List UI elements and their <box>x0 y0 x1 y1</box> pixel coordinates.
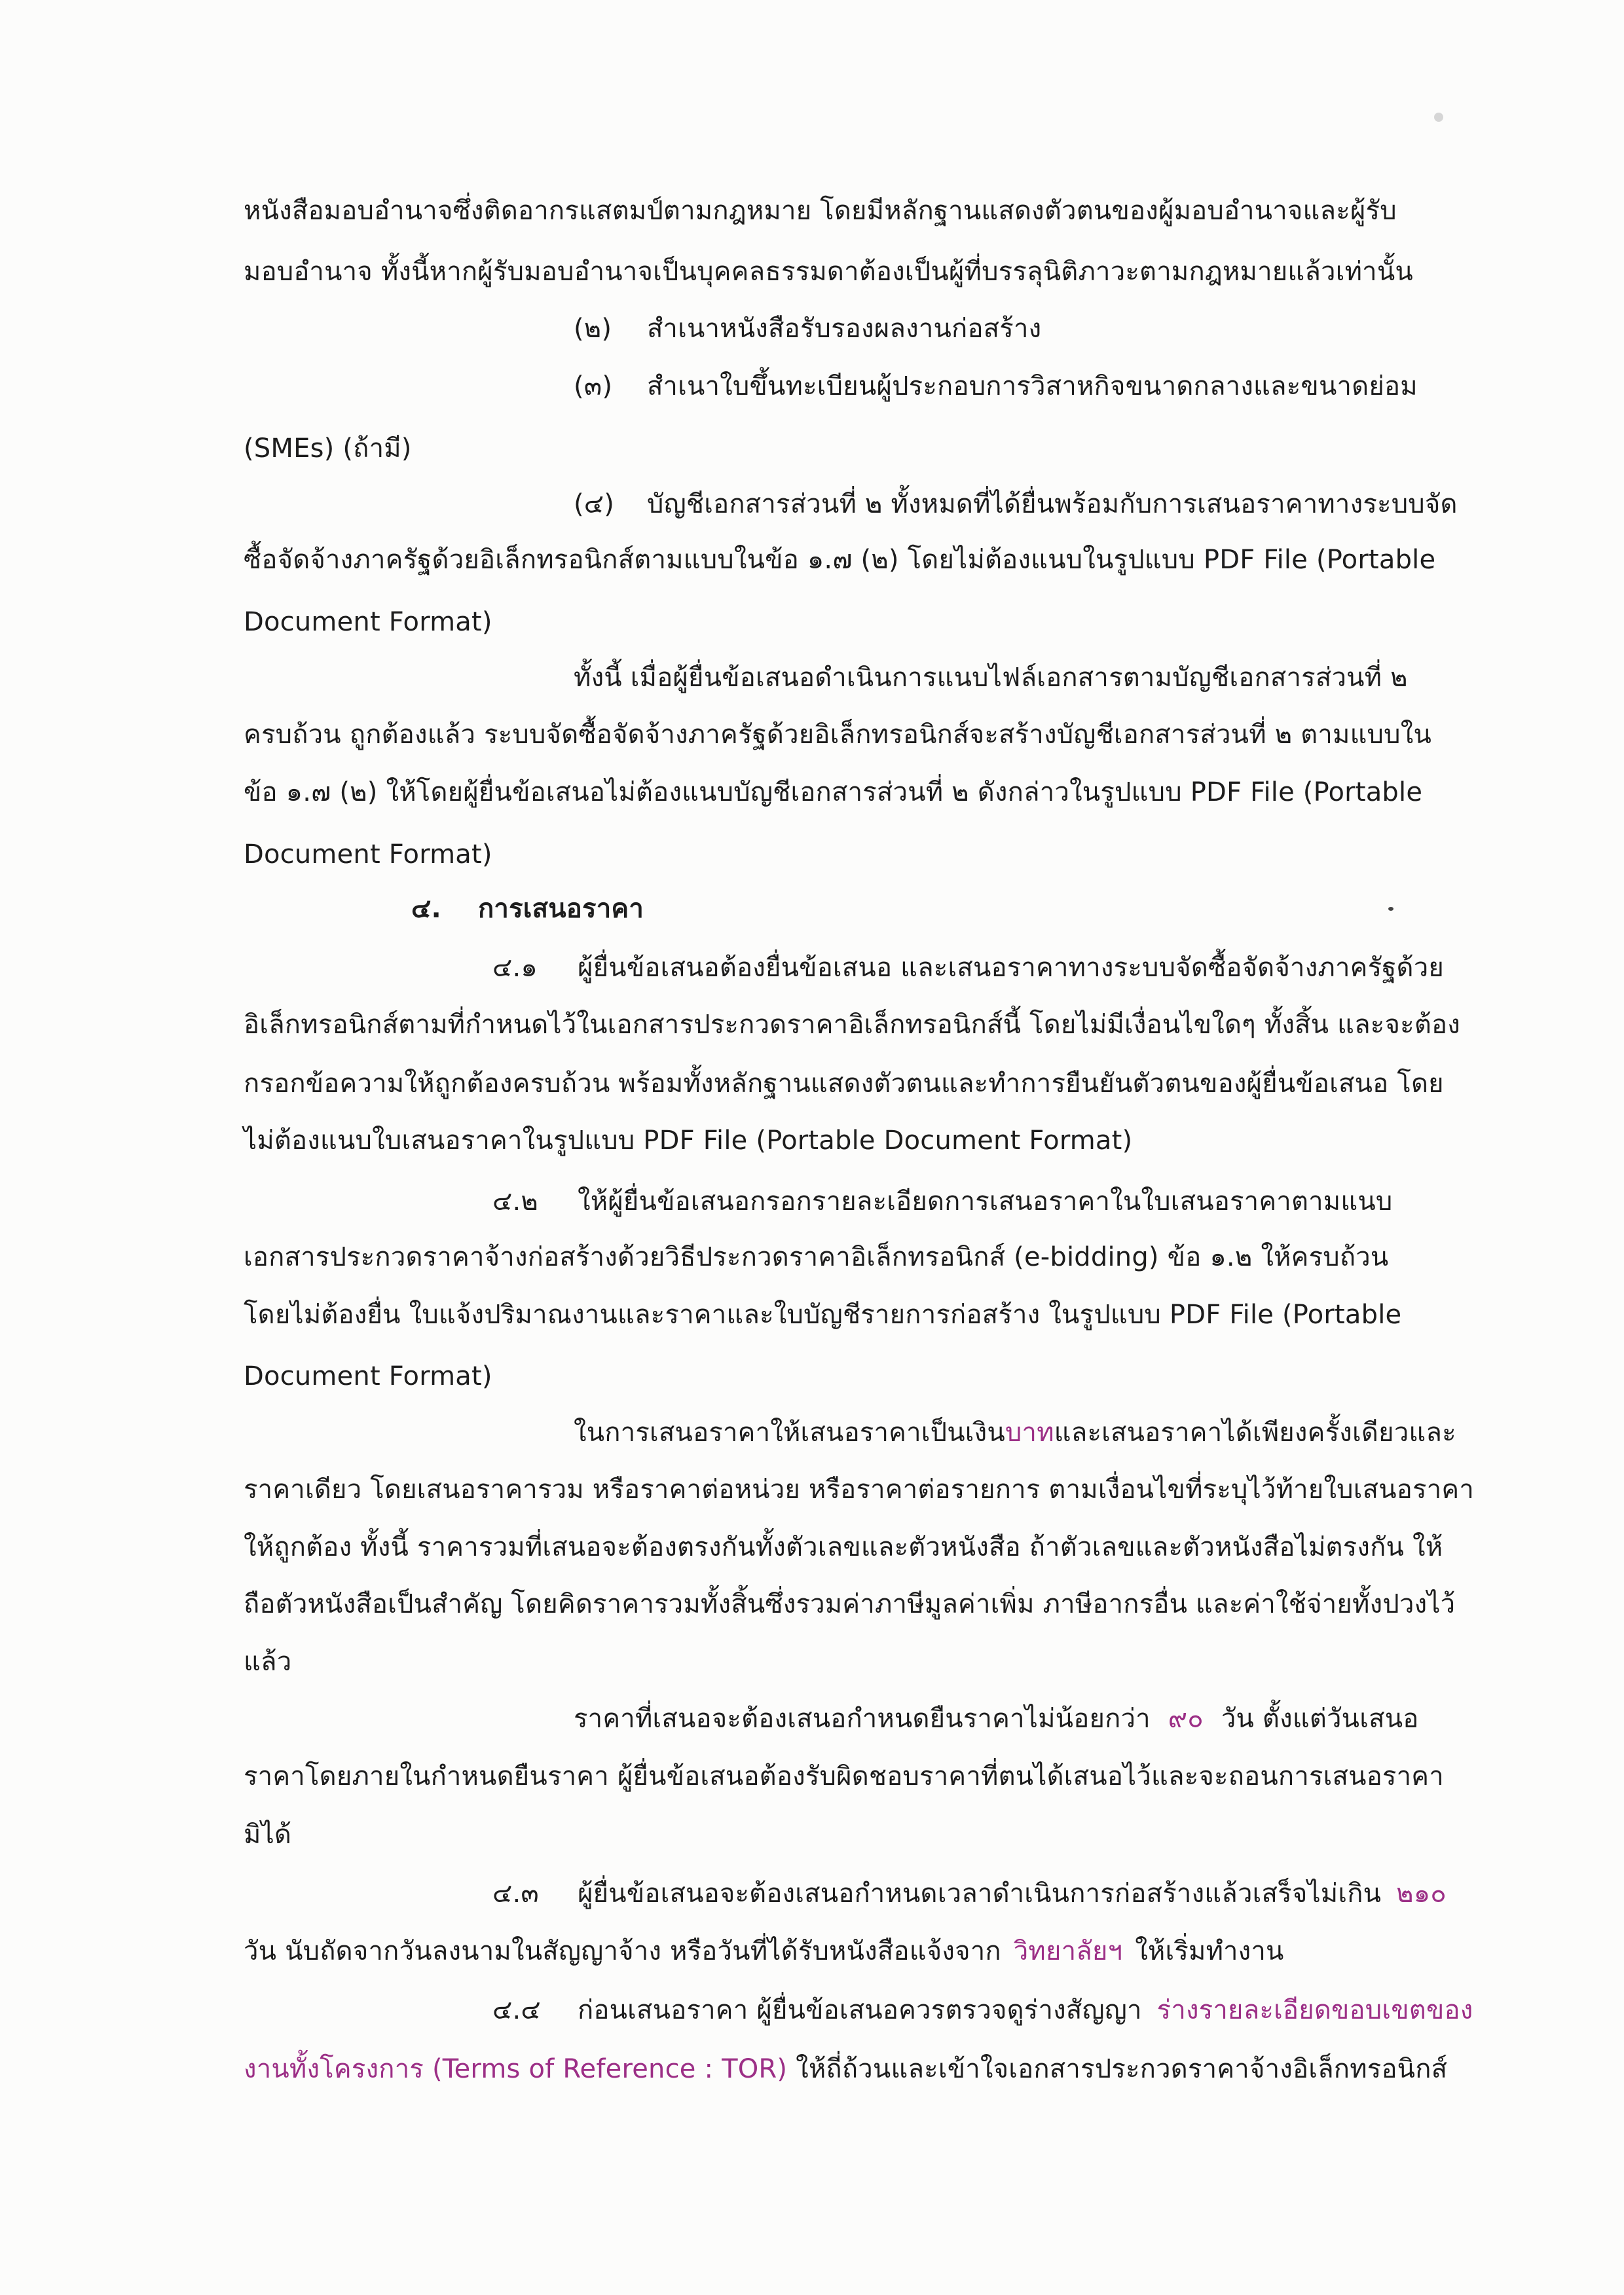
paragraph-line: ราคาเดียว โดยเสนอราคารวม หรือราคาต่อหน่วย หรือราคาต่อรายการ ตามเงื่อนไขที่ระบุไว้ท้ายใบเสนอราคา <box>244 1475 1474 1505</box>
section-number: ๔. <box>411 894 441 924</box>
list-item-text: สำเนาใบขึ้นทะเบียนผู้ประกอบการวิสาหกิจขนาดกลางและขนาดย่อม <box>647 371 1418 401</box>
list-number: (๔) <box>574 489 615 519</box>
paragraph-line: แล้ว <box>244 1647 292 1677</box>
paragraph-line <box>578 1991 1473 2030</box>
scan-speck <box>1388 907 1393 911</box>
list-number: (๓) <box>574 371 613 401</box>
text-run: และเสนอราคาได้เพียงครั้งเดียวและ <box>1054 1418 1456 1448</box>
text-run: วัน ตั้งแต่วันเสนอ <box>1221 1704 1419 1734</box>
paragraph-line: ให้ผู้ยื่นข้อเสนอกรอกรายละเอียดการเสนอราคาในใบเสนอราคาตามแนบ <box>578 1186 1393 1217</box>
text-run: ก่อนเสนอราคา ผู้ยื่นข้อเสนอควรตรวจดูร่างสัญญา <box>578 1995 1142 2025</box>
paragraph-line: Document Format) <box>244 839 492 870</box>
highlighted-college: วิทยาลัยฯ <box>1013 1936 1123 1966</box>
clause-number: ๔.๑ <box>492 953 538 983</box>
paragraph-line: ข้อ ๑.๗ (๒) ให้โดยผู้ยื่นข้อเสนอไม่ต้องแนบบัญชีเอกสารส่วนที่ ๒ ดังกล่าวในรูปแบบ PDF File (Portable <box>244 777 1423 807</box>
clause-number: ๔.๒ <box>492 1186 538 1217</box>
paragraph-line: เอกสารประกวดราคาจ้างก่อสร้างด้วยวิธีประกวดราคาอิเล็กทรอนิกส์ (e-bidding) ข้อ ๑.๒ ให้ครบถ้วน <box>244 1242 1389 1272</box>
paragraph-line: ครบถ้วน ถูกต้องแล้ว ระบบจัดซื้อจัดจ้างภาครัฐด้วยอิเล็กทรอนิกส์จะสร้างบัญชีเอกสารส่วนที่ ๒ ตามแบบใน <box>244 720 1432 750</box>
highlighted-days: ๒๑๐ <box>1396 1879 1447 1909</box>
paragraph-line: กรอกข้อความให้ถูกต้องครบถ้วน พร้อมทั้งหลักฐานแสดงตัวตนและทำการยืนยันตัวตนของผู้ยื่นข้อเสนอ โดย <box>244 1069 1444 1099</box>
text-run: ในการเสนอราคาให้เสนอราคาเป็นเงิน <box>574 1418 1005 1448</box>
paragraph-line <box>244 1932 1284 1971</box>
paragraph-line: ให้ถูกต้อง ทั้งนี้ ราคารวมที่เสนอจะต้องตรงกันทั้งตัวเลขและตัวหนังสือ ถ้าตัวเลขและตัวหนังสือไม่ตรงกัน ให้ <box>244 1532 1443 1562</box>
scan-speck <box>1434 113 1443 122</box>
paragraph-line <box>574 1699 1418 1738</box>
highlighted-tor: งานทั้งโครงการ (Terms of Reference : TOR) <box>244 2054 788 2084</box>
paragraph-line <box>578 1874 1447 1913</box>
paragraph-line: มอบอำนาจ ทั้งนี้หากผู้รับมอบอำนาจเป็นบุคคลธรรมดาต้องเป็นผู้ที่บรรลุนิติภาวะตามกฎหมายแล้วเท่านั้น <box>244 257 1413 287</box>
list-item-text: บัญชีเอกสารส่วนที่ ๒ ทั้งหมดที่ได้ยื่นพร้อมกับการเสนอราคาทางระบบจัด <box>647 489 1458 519</box>
highlighted-currency: บาท <box>1005 1418 1054 1448</box>
paragraph-line: ถือตัวหนังสือเป็นสำคัญ โดยคิดราคารวมทั้งสิ้นซึ่งรวมค่าภาษีมูลค่าเพิ่ม ภาษีอากรอื่น และค่าใช้จ่ายทั้งปวงไว้ <box>244 1589 1456 1619</box>
paragraph-line: ไม่ต้องแนบใบเสนอราคาในรูปแบบ PDF File (Portable Document Format) <box>244 1126 1133 1156</box>
paragraph-line <box>244 2049 1447 2089</box>
paragraph-line: ซื้อจัดจ้างภาครัฐด้วยอิเล็กทรอนิกส์ตามแบบในข้อ ๑.๗ (๒) โดยไม่ต้องแนบในรูปแบบ PDF File (Portable <box>244 545 1436 575</box>
clause-number: ๔.๓ <box>492 1879 539 1909</box>
text-run: วัน นับถัดจากวันลงนามในสัญญาจ้าง หรือวันที่ได้รับหนังสือแจ้งจาก <box>244 1936 1001 1966</box>
paragraph-line: มิได้ <box>244 1820 292 1850</box>
paragraph-line: โดยไม่ต้องยื่น ใบแจ้งปริมาณงานและราคาและใบบัญชีรายการก่อสร้าง ในรูปแบบ PDF File (Portable <box>244 1300 1402 1330</box>
paragraph-line: (SMEs) (ถ้ามี) <box>244 433 412 464</box>
paragraph-line: ทั้งนี้ เมื่อผู้ยื่นข้อเสนอดำเนินการแนบไฟล์เอกสารตามบัญชีเอกสารส่วนที่ ๒ <box>574 663 1408 693</box>
text-run: ราคาที่เสนอจะต้องเสนอกำหนดยืนราคาไม่น้อยกว่า <box>574 1704 1151 1734</box>
text-run: ผู้ยื่นข้อเสนอจะต้องเสนอกำหนดเวลาดำเนินการก่อสร้างแล้วเสร็จไม่เกิน <box>578 1879 1382 1909</box>
highlighted-days: ๙๐ <box>1168 1704 1204 1734</box>
paragraph-line: หนังสือมอบอำนาจซึ่งติดอากรแสตมป์ตามกฎหมาย โดยมีหลักฐานแสดงตัวตนของผู้มอบอำนาจและผู้รับ <box>244 196 1397 226</box>
paragraph-line: ผู้ยื่นข้อเสนอต้องยื่นข้อเสนอ และเสนอราคาทางระบบจัดซื้อจัดจ้างภาครัฐด้วย <box>578 953 1445 983</box>
paragraph-line: อิเล็กทรอนิกส์ตามที่กำหนดไว้ในเอกสารประกวดราคาอิเล็กทรอนิกส์นี้ โดยไม่มีเงื่อนไขใดๆ ทั้งสิ้น และจะต้อง <box>244 1010 1460 1040</box>
clause-number: ๔.๔ <box>492 1995 541 2025</box>
paragraph-line <box>574 1413 1456 1452</box>
paragraph-line: ราคาโดยภายในกำหนดยืนราคา ผู้ยื่นข้อเสนอต้องรับผิดชอบราคาที่ตนได้เสนอไว้และจะถอนการเสนอราคา <box>244 1761 1444 1791</box>
paragraph-line: Document Format) <box>244 1361 492 1391</box>
list-number: (๒) <box>574 314 612 344</box>
highlighted-tor: ร่างรายละเอียดขอบเขตของ <box>1156 1995 1473 2025</box>
section-title: การเสนอราคา <box>478 894 644 924</box>
text-run: ให้เริ่มทำงาน <box>1135 1936 1284 1966</box>
list-item-text: สำเนาหนังสือรับรองผลงานก่อสร้าง <box>647 314 1042 344</box>
paragraph-line: Document Format) <box>244 607 492 637</box>
text-run: ให้ถี่ถ้วนและเข้าใจเอกสารประกวดราคาจ้างอิเล็กทรอนิกส์ <box>796 2054 1448 2084</box>
